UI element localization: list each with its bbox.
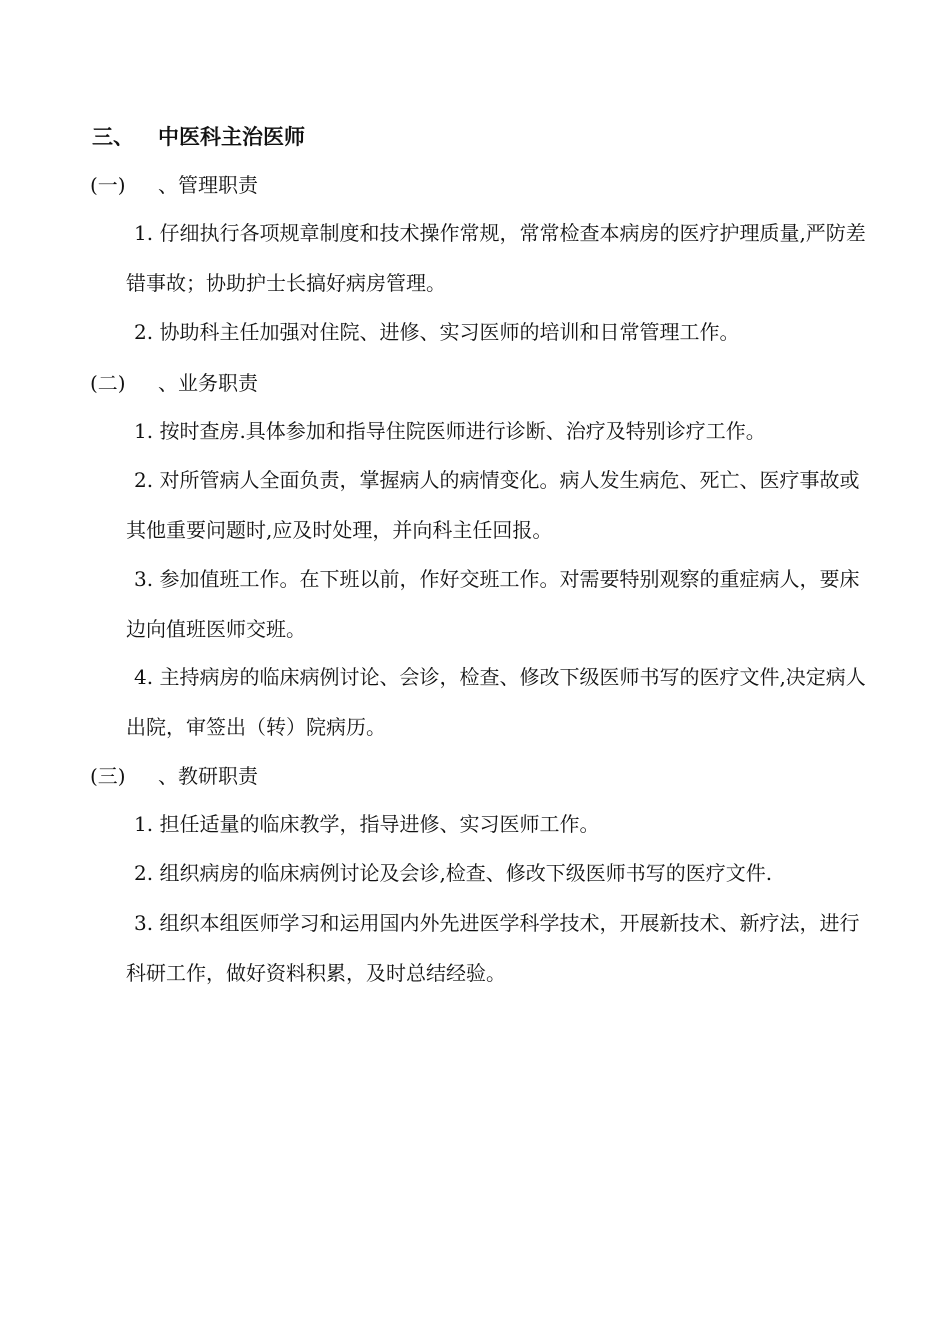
document-heading xyxy=(92,120,305,154)
list-item: 3. 组织本组医师学习和运用国内外先进医学科学技术，开展新技术、新疗法，进行科研工作，做好资料积累，及时总结经验。 xyxy=(126,911,860,985)
section-heading-business xyxy=(90,366,258,400)
section-heading-management xyxy=(90,168,258,202)
section-number: (二) xyxy=(90,371,126,395)
section-label: 、管理职责 xyxy=(158,173,258,197)
section-label: 、教研职责 xyxy=(158,764,258,788)
section-number: (一) xyxy=(90,173,126,197)
list-item: 1. 担任适量的临床教学，指导进修、实习医师工作。 xyxy=(134,812,600,836)
list-item: 2. 对所管病人全面负责，掌握病人的病情变化。病人发生病危、死亡、医疗事故或其他重要问题时,应及时处理，并向科主任回报。 xyxy=(126,468,860,542)
heading-title: 中医科主治医师 xyxy=(158,124,305,149)
list-item: 1. 按时查房.具体参加和指导住院医师进行诊断、治疗及特别诊疗工作。 xyxy=(134,419,766,443)
section-number: (三) xyxy=(90,764,126,788)
list-item: 1. 仔细执行各项规章制度和技术操作常规，常常检查本病房的医疗护理质量,严防差错事故；协助护士长搞好病房管理。 xyxy=(126,221,866,295)
list-item: 3. 参加值班工作。在下班以前，作好交班工作。对需要特别观察的重症病人，要床边向值班医师交班。 xyxy=(126,567,860,641)
heading-number: 三、 xyxy=(92,124,134,149)
list-item: 4. 主持病房的临床病例讨论、会诊，检查、修改下级医师书写的医疗文件,决定病人出院，审签出（转）院病历。 xyxy=(126,665,866,739)
section-heading-teaching-research xyxy=(90,759,258,793)
list-item: 2. 组织病房的临床病例讨论及会诊,检查、修改下级医师书写的医疗文件. xyxy=(134,861,773,885)
section-label: 、业务职责 xyxy=(158,371,258,395)
list-item: 2. 协助科主任加强对住院、进修、实习医师的培训和日常管理工作。 xyxy=(134,320,740,344)
